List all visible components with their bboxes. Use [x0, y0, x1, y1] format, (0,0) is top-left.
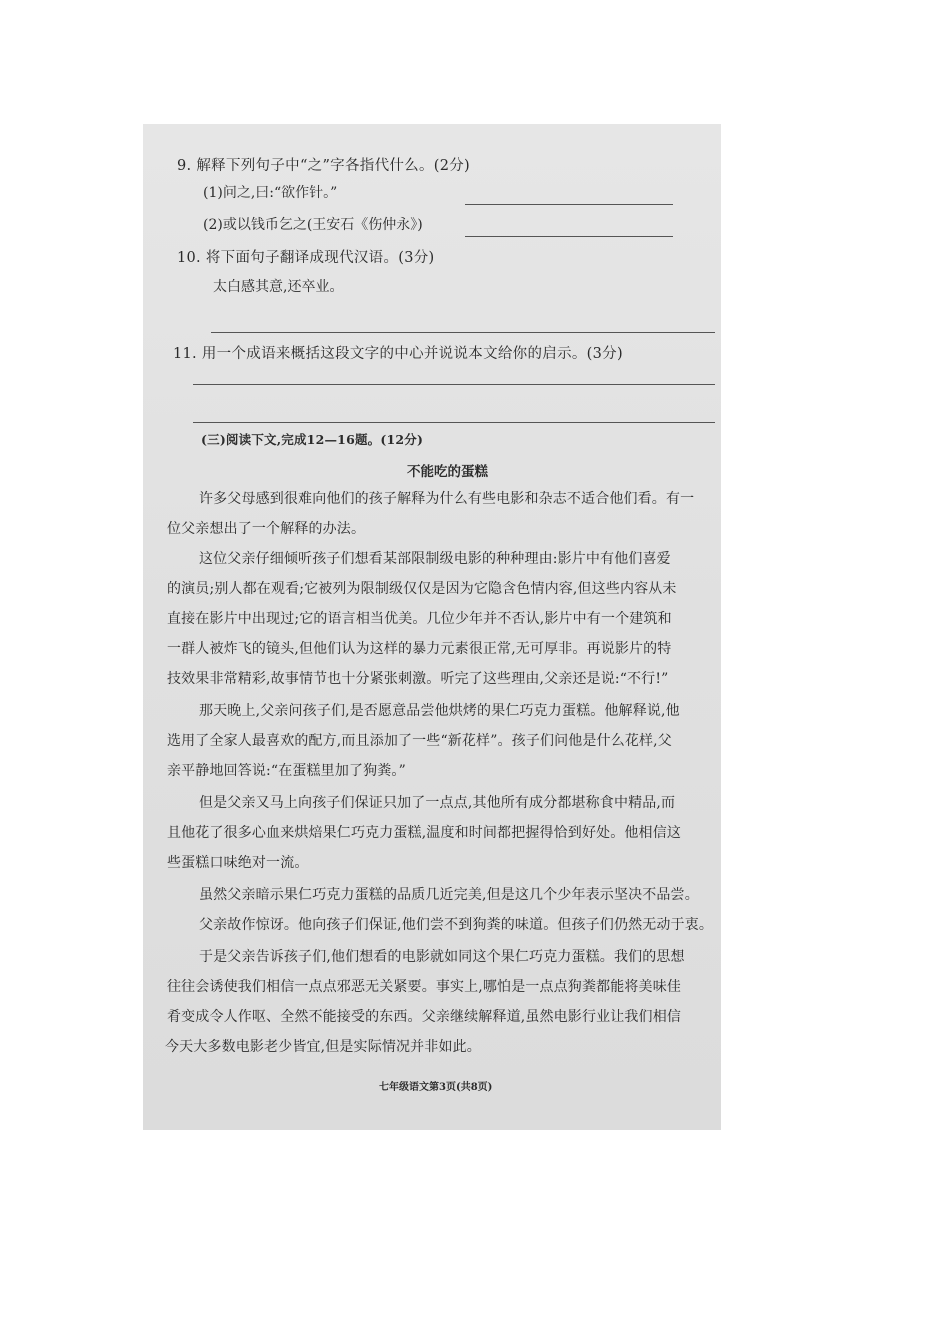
paragraph-line: 许多父母感到很难向他们的孩子解释为什么有些电影和杂志不适合他们看。有一 [199, 491, 695, 507]
paragraph-line: 选用了全家人最喜欢的配方,而且添加了一些“新花样”。孩子们问他是什么花样,父 [167, 733, 672, 749]
paragraph-line: 那天晚上,父亲问孩子们,是否愿意品尝他烘烤的果仁巧克力蛋糕。他解释说,他 [199, 703, 680, 719]
paragraph-line: 些蛋糕口味绝对一流。 [167, 855, 309, 871]
paragraph-line: 亲平静地回答说:“在蛋糕里加了狗粪。” [167, 763, 406, 779]
question-11-stem: 11. 用一个成语来概括这段文字的中心并说说本文给你的启示。(3分) [173, 346, 623, 362]
paragraph-line: 于是父亲告诉孩子们,他们想看的电影就如同这个果仁巧克力蛋糕。我们的思想 [199, 949, 685, 965]
page-footer: 七年级语文第3页(共8页) [379, 1082, 493, 1093]
question-10-stem: 10. 将下面句子翻译成现代汉语。(3分) [177, 250, 435, 266]
paragraph-line: 但是父亲又马上向孩子们保证只加了一点点,其他所有成分都堪称食中精品,而 [199, 795, 676, 811]
answer-line-10 [211, 332, 715, 333]
article-title: 不能吃的蛋糕 [407, 464, 488, 480]
scanned-exam-page [143, 124, 721, 1130]
question-10-sentence: 太白感其意,还卒业。 [213, 279, 344, 295]
answer-line-9-2 [465, 236, 673, 237]
paragraph-line: 虽然父亲暗示果仁巧克力蛋糕的品质几近完美,但是这几个少年表示坚决不品尝。 [199, 887, 699, 903]
paragraph-line: 往往会诱使我们相信一点点邪恶无关紧要。事实上,哪怕是一点点狗粪都能将美味佳 [167, 979, 681, 995]
paragraph-line: 今天大多数电影老少皆宜,但是实际情况并非如此。 [165, 1039, 481, 1055]
paragraph-line: 父亲故作惊讶。他向孩子们保证,他们尝不到狗粪的味道。但孩子们仍然无动于衷。 [199, 917, 713, 933]
paragraph-line: 且他花了很多心血来烘焙果仁巧克力蛋糕,温度和时间都把握得恰到好处。他相信这 [167, 825, 681, 841]
answer-line-9-1 [465, 204, 673, 205]
question-9-stem: 9. 解释下列句子中“之”字各指代什么。(2分) [177, 158, 471, 174]
paragraph-line: 技效果非常精彩,故事情节也十分紧张刺激。听完了这些理由,父亲还是说:“不行!” [167, 671, 669, 687]
paragraph-line: 一群人被炸飞的镜头,但他们认为这样的暴力元素很正常,无可厚非。再说影片的特 [167, 641, 672, 657]
question-9-item-1: (1)问之,曰:“欲作针。” [203, 185, 338, 201]
answer-line-11-1 [193, 384, 715, 385]
paragraph-line: 直接在影片中出现过;它的语言相当优美。几位少年并不否认,影片中有一个建筑和 [167, 611, 672, 627]
paragraph-line: 的演员;别人都在观看;它被列为限制级仅仅是因为它隐含色情内容,但这些内容从未 [167, 581, 677, 597]
question-9-item-2: (2)或以钱币乞之(王安石《伤仲永》) [203, 217, 423, 233]
section-3-heading: (三)阅读下文,完成12—16题。(12分) [201, 432, 424, 447]
answer-line-11-2 [193, 422, 715, 423]
paragraph-line: 这位父亲仔细倾听孩子们想看某部限制级电影的种种理由:影片中有他们喜爱 [199, 551, 671, 567]
paragraph-line: 肴变成令人作呕、全然不能接受的东西。父亲继续解释道,虽然电影行业让我们相信 [167, 1009, 681, 1025]
paragraph-line: 位父亲想出了一个解释的办法。 [167, 521, 366, 537]
